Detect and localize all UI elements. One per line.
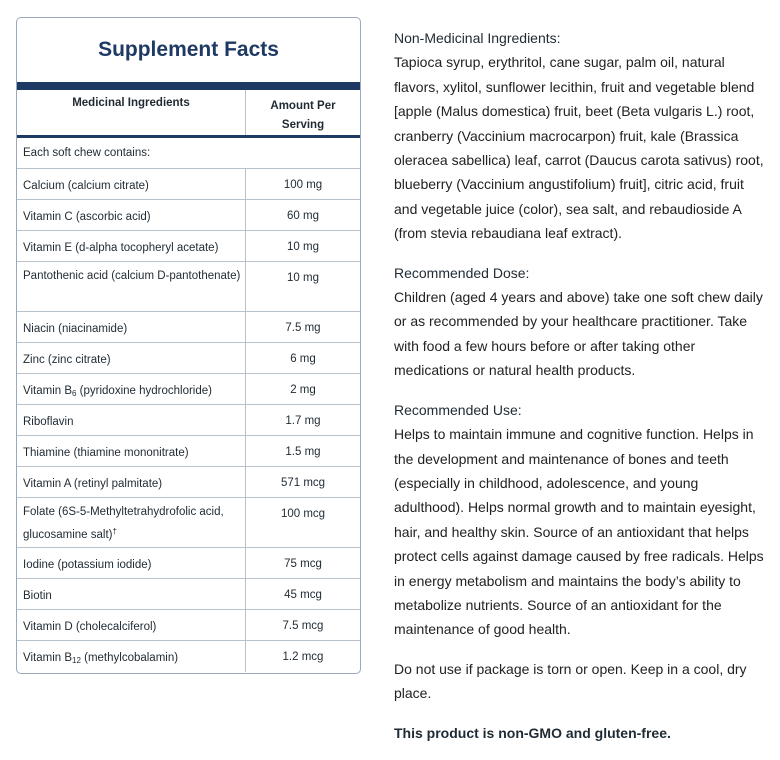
ingredient-name: Zinc (zinc citrate) bbox=[17, 343, 246, 373]
ingredient-name: Vitamin C (ascorbic acid) bbox=[17, 200, 246, 230]
table-row bbox=[17, 312, 360, 343]
ingredient-name: Vitamin D (cholecalciferol) bbox=[17, 610, 246, 640]
supplement-facts-panel bbox=[16, 17, 361, 674]
table-row bbox=[17, 548, 360, 579]
table-row bbox=[17, 169, 360, 200]
table-row bbox=[17, 579, 360, 610]
ingredient-amount: 1.5 mg bbox=[285, 446, 321, 458]
use-heading: Recommended Use: bbox=[394, 401, 522, 418]
ingredient-amount: 2 mg bbox=[290, 384, 316, 396]
ingredient-name: Iodine (potassium iodide) bbox=[17, 548, 246, 578]
dose-heading: Recommended Dose: bbox=[394, 264, 530, 281]
dose-section bbox=[394, 261, 770, 383]
dose-text: Children (aged 4 years and above) take one soft chew daily or as recommended by your healthcare practitioner. Take with food a few hours before or after taking other medications or natural health products. bbox=[394, 289, 763, 379]
table-row bbox=[17, 467, 360, 498]
table-row bbox=[17, 200, 360, 231]
ingredient-name-text: Vitamin B bbox=[23, 652, 73, 664]
ingredient-name bbox=[17, 498, 246, 547]
ingredient-name: Pantothenic acid (calcium D-pantothenate) bbox=[17, 262, 246, 311]
ingredient-amount: 100 mcg bbox=[280, 508, 326, 520]
ingredient-name bbox=[17, 374, 246, 404]
ingredient-amount: 75 mcg bbox=[284, 558, 322, 570]
table-row bbox=[17, 436, 360, 467]
table-row bbox=[17, 498, 360, 548]
table-row bbox=[17, 641, 360, 672]
ingredient-name bbox=[17, 641, 246, 672]
table-row bbox=[17, 262, 360, 312]
ingredient-amount: 100 mg bbox=[283, 179, 323, 191]
use-text: Helps to maintain immune and cognitive function. Helps in the development and maintenance of bones and teeth (especially in childhood, adolescence, and young adulthood). Helps normal growth and to maintain eyesight, hair, and healthy skin. Source of an antioxidant that helps protect cells against damage caused by free radicals. Helps in energy metabolism and maintains the body’s ability to metabolize nutrients. Source of an antioxidant for the maintenance of good health. bbox=[394, 426, 764, 638]
ingredient-name: Vitamin A (retinyl palmitate) bbox=[17, 467, 246, 497]
ingredient-amount: 10 mg bbox=[287, 241, 319, 253]
table-row bbox=[17, 374, 360, 405]
product-info bbox=[394, 26, 770, 760]
ingredient-name: Vitamin E (d-alpha tocopheryl acetate) bbox=[17, 231, 246, 261]
table-row bbox=[17, 405, 360, 436]
ingredient-amount: 1.2 mcg bbox=[282, 651, 324, 663]
ingredient-amount: 7.5 mg bbox=[285, 322, 321, 334]
non-medicinal-heading: Non-Medicinal Ingredients: bbox=[394, 30, 561, 46]
storage-text: Do not use if package is torn or open. Keep in a cool, dry place. bbox=[394, 660, 747, 702]
table-header bbox=[17, 90, 360, 138]
ingredient-name-subscript: 6 bbox=[72, 389, 77, 398]
ingredient-amount: 45 mcg bbox=[284, 589, 322, 601]
ingredient-name: Thiamine (thiamine mononitrate) bbox=[17, 436, 246, 466]
header-amount: Amount Per Serving bbox=[270, 100, 336, 131]
footnote-dagger: † bbox=[112, 527, 117, 536]
title-divider bbox=[17, 82, 360, 90]
table-row bbox=[17, 343, 360, 374]
ingredient-name-text: (pyridoxine hydrochloride) bbox=[76, 385, 212, 397]
ingredient-name: Riboflavin bbox=[17, 405, 246, 435]
ingredient-name: Biotin bbox=[17, 579, 246, 609]
table-row bbox=[17, 231, 360, 262]
use-section bbox=[394, 398, 770, 642]
ingredient-amount: 6 mg bbox=[290, 353, 316, 365]
ingredient-name-text: (methylcobalamin) bbox=[80, 652, 179, 664]
ingredient-name-text: Vitamin B bbox=[23, 385, 73, 397]
header-ingredients: Medicinal Ingredients bbox=[17, 90, 246, 135]
non-medicinal-section bbox=[394, 26, 770, 246]
ingredient-name-text: Folate (6S-5-Methyltetrahydrofolic acid, glucosamine salt) bbox=[23, 506, 224, 541]
ingredient-amount: 1.7 mg bbox=[285, 415, 321, 427]
serving-note: Each soft chew contains: bbox=[17, 138, 360, 169]
non-gmo-text: This product is non-GMO and gluten-free. bbox=[394, 724, 671, 741]
ingredient-amount: 7.5 mcg bbox=[282, 620, 324, 632]
ingredient-amount: 571 mcg bbox=[280, 477, 326, 489]
non-medicinal-text: Tapioca syrup, erythritol, cane sugar, palm oil, natural flavors, xylitol, sunflower lecithin, fruit and vegetable blend [apple (Malus domestica) fruit, beet (Beta vulgaris L.) root, cranberry (Vaccinium macrocarpon) fruit, kale (Brassica oleracea sabellica) leaf, carrot (Daucus carota sativus) root, blueberry (Vaccinium angustifolium) fruit], citric acid, fruit and vegetable juice (color), sea salt, and rebaudioside A (from stevia rebaudiana leaf extract). bbox=[394, 54, 764, 242]
ingredient-name: Niacin (niacinamide) bbox=[17, 312, 246, 342]
ingredient-name: Calcium (calcium citrate) bbox=[17, 169, 246, 199]
ingredient-amount: 10 mg bbox=[287, 272, 319, 284]
ingredient-name-subscript: 12 bbox=[72, 656, 81, 665]
ingredient-amount: 60 mg bbox=[287, 210, 319, 222]
table-row bbox=[17, 610, 360, 641]
panel-title: Supplement Facts bbox=[98, 38, 279, 61]
